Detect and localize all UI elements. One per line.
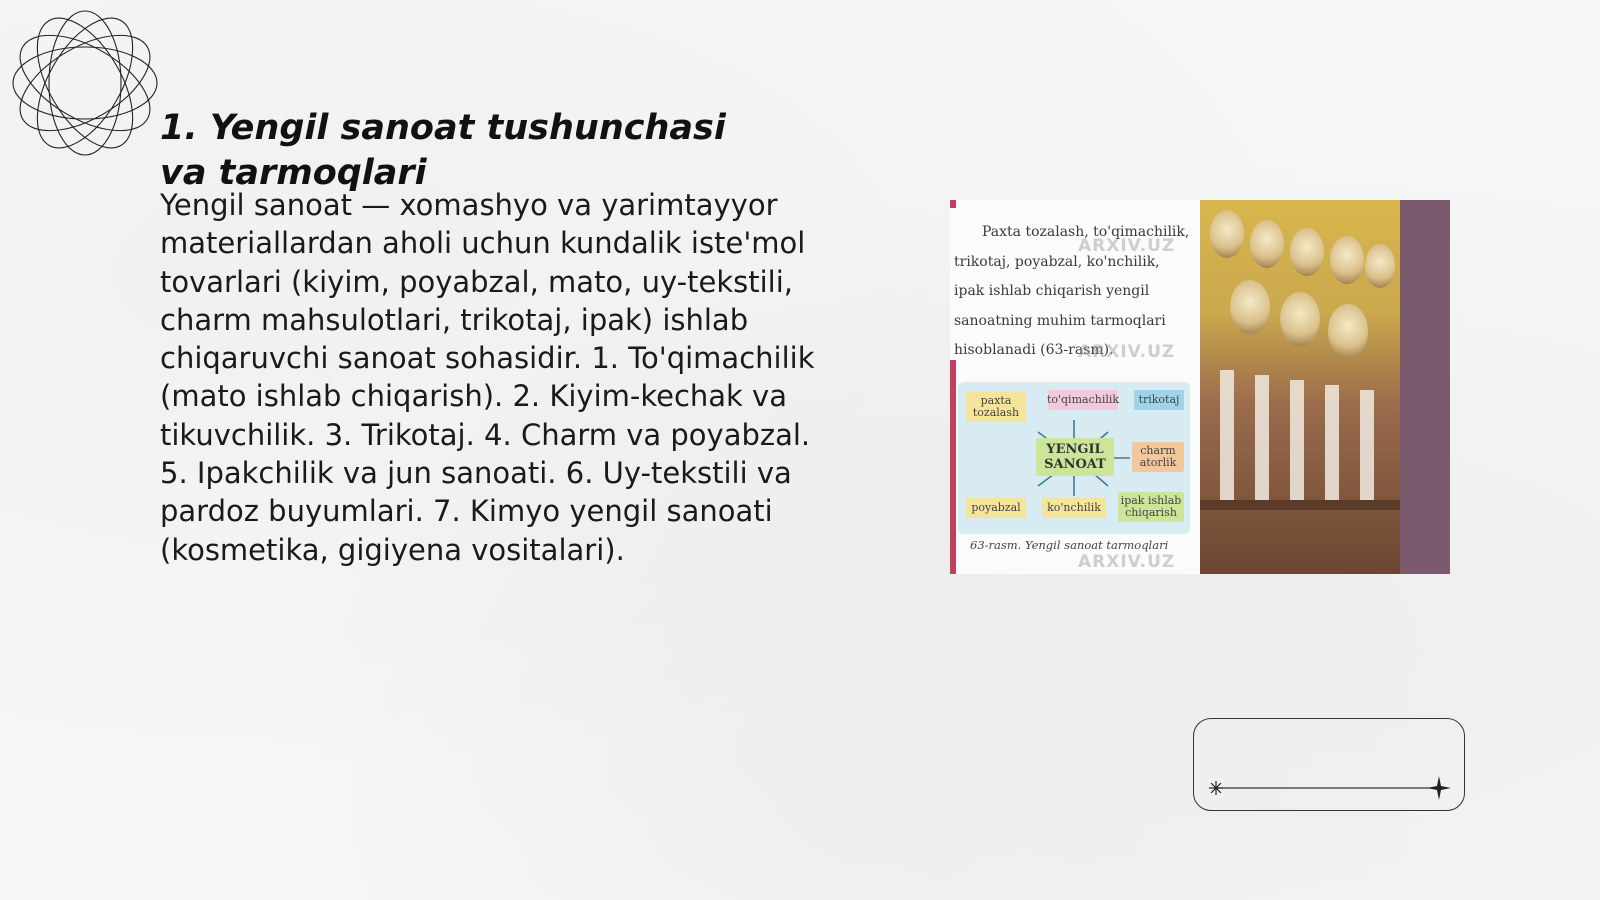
node-paxta: paxta tozalash xyxy=(966,392,1026,422)
watermark-1: ARXIV.UZ xyxy=(1078,236,1176,256)
watermark-3: ARXIV.UZ xyxy=(1078,552,1176,572)
node-charm: charm atorlik xyxy=(1132,442,1184,472)
decorative-stripe xyxy=(1400,200,1450,574)
yarn-reel xyxy=(1328,304,1368,358)
yarn-reel xyxy=(1365,244,1395,288)
decorative-frame xyxy=(1193,718,1465,811)
spirograph-ornament xyxy=(10,8,160,158)
node-trikotaj: trikotaj xyxy=(1134,390,1184,410)
loom-beam xyxy=(1200,500,1400,510)
yarn-reel xyxy=(1230,280,1270,334)
figure-caption: 63-rasm. Yengil sanoat tarmoqlari xyxy=(970,538,1169,552)
figure-text-panel xyxy=(950,200,1200,574)
yarn-reel xyxy=(1280,292,1320,346)
yarn-reel xyxy=(1250,220,1284,268)
frame-line xyxy=(1194,719,1464,810)
slide-body-text: Yengil sanoat — xomashyo va yarimtayyor materiallardan aholi uchun kundalik iste'mol tovarlari (kiyim, poyabzal, mato, uy-tekstili, charm mahsulotlari, trikotaj, ipak) ishlab chiqaruvchi sanoat sohasidir. 1. To'qimachilik (mato ishlab chiqarish). 2. Kiyim-kechak va tikuvchilik. 3. Trikotaj. 4. Charm va poyabzal. 5. Ipakchilik va jun sanoati. 6. Uy-tekstili va pardoz buyumlari. 7. Kimyo yengil sanoati (kosmetika, gigiyena vositalari). xyxy=(160,188,815,567)
yarn-reel xyxy=(1210,210,1244,258)
branches-diagram xyxy=(958,382,1190,534)
thread-bundle xyxy=(1360,390,1374,500)
node-toqimachilik: to'qimachilik xyxy=(1048,390,1118,410)
accent-bar-side xyxy=(950,360,956,574)
yarn-reel xyxy=(1290,228,1324,276)
loom-photo xyxy=(1200,200,1400,574)
slide-title: 1. Yengil sanoat tushunchasi va tarmoqlari xyxy=(160,108,726,193)
node-poyabzal: poyabzal xyxy=(966,498,1026,518)
thread-bundle xyxy=(1220,370,1234,500)
textbook-figure xyxy=(950,200,1450,574)
thread-bundle xyxy=(1325,385,1339,500)
watermark-2: ARXIV.UZ xyxy=(1078,342,1176,362)
node-ipak: ipak ishlab chiqarish xyxy=(1118,492,1184,522)
star-icon xyxy=(1427,776,1451,800)
sparkle-icon xyxy=(1209,781,1223,795)
yarn-reel xyxy=(1330,236,1364,284)
accent-bar-top xyxy=(950,200,956,208)
node-center: YENGIL SANOAT xyxy=(1036,438,1114,476)
node-konchilik: ko'nchilik xyxy=(1042,498,1106,518)
figure-paragraph: Paxta tozalash, to'qimachilik, trikotaj, poyabzal, ko'nchilik, ipak ishlab chiqarish yengil sanoatning muhim tarmoqlari hisoblanadi (63-rasm). xyxy=(954,224,1190,358)
thread-bundle xyxy=(1255,375,1269,500)
thread-bundle xyxy=(1290,380,1304,500)
